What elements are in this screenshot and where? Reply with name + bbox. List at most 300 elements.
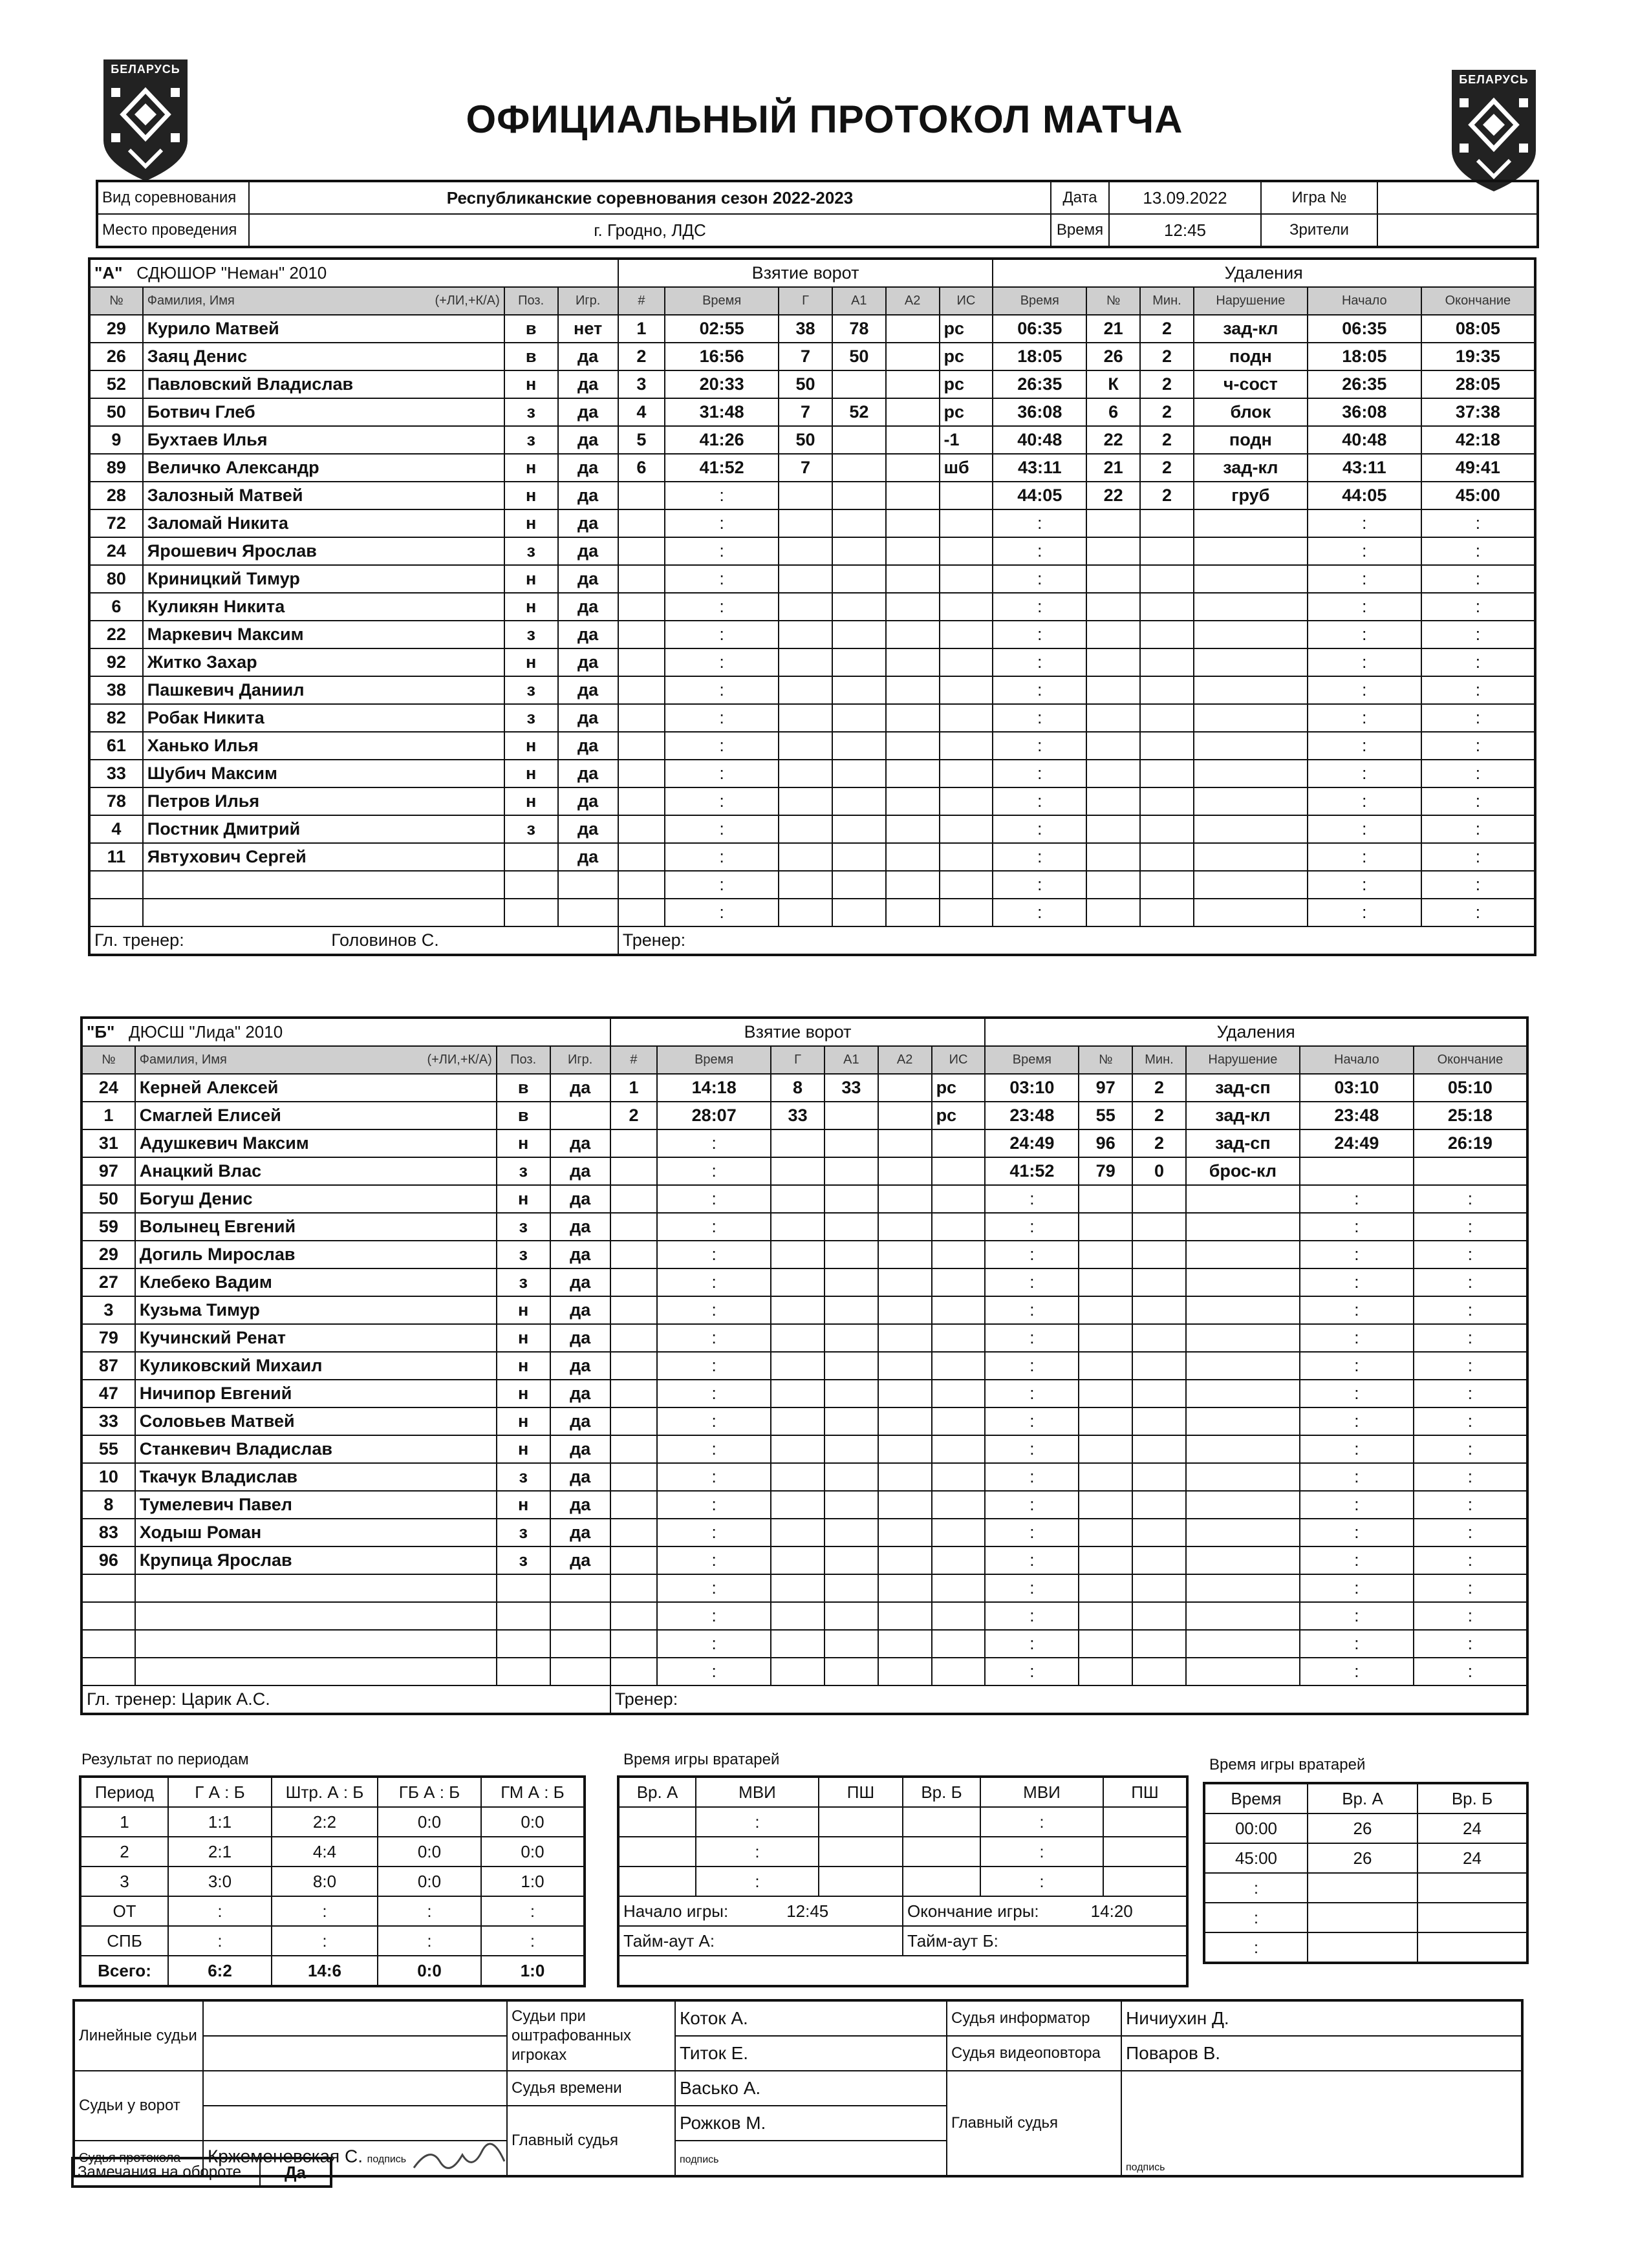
penalty-start-empty: : bbox=[1300, 1491, 1414, 1519]
player-name: Ярошевич Ярослав bbox=[143, 537, 504, 565]
penalty-end: 42:18 bbox=[1421, 426, 1535, 454]
goalie-row bbox=[618, 1837, 1187, 1867]
penalty-minutes-empty bbox=[1140, 843, 1194, 871]
goal-assist-2 bbox=[878, 1102, 932, 1129]
player-name: Ткачук Владислав bbox=[135, 1463, 497, 1491]
goal-assist-2 bbox=[886, 398, 940, 426]
period-cell: 0:0 bbox=[378, 1807, 481, 1837]
player-name: Богуш Денис bbox=[135, 1185, 497, 1213]
goalie2-row bbox=[1204, 1932, 1527, 1963]
goal-assist-2-empty bbox=[886, 565, 940, 593]
penalty-time-empty: : bbox=[985, 1435, 1079, 1463]
player-played: да bbox=[550, 1213, 610, 1241]
goal-judge-1 bbox=[203, 2071, 507, 2106]
penalty-time: 26:35 bbox=[993, 370, 1086, 398]
goal-assist-2-empty bbox=[886, 648, 940, 676]
penalty-time: 23:48 bbox=[985, 1102, 1079, 1129]
penalty-time: 18:05 bbox=[993, 343, 1086, 370]
goal-time-empty: : bbox=[657, 1491, 771, 1519]
penalty-infraction: груб bbox=[1194, 482, 1308, 509]
goal-time-empty: : bbox=[657, 1546, 771, 1574]
col-pos-header: Поз. bbox=[497, 1046, 550, 1074]
goal-assist-2-empty bbox=[886, 593, 940, 621]
penalty-time: 41:52 bbox=[985, 1157, 1079, 1185]
player-number: 50 bbox=[81, 1185, 135, 1213]
goalie2-cell: 24 bbox=[1417, 1843, 1527, 1873]
goalie2-header: Время bbox=[1204, 1783, 1308, 1813]
goal-index-empty bbox=[610, 1463, 657, 1491]
player-position: з bbox=[504, 621, 558, 648]
penalty-minutes: 2 bbox=[1140, 454, 1194, 482]
penalty-minutes-empty bbox=[1132, 1407, 1186, 1435]
penalty-player: 96 bbox=[1079, 1129, 1132, 1157]
goal-situation-empty bbox=[932, 1352, 986, 1380]
goal-scorer: 33 bbox=[771, 1102, 824, 1129]
goal-situation-empty bbox=[940, 537, 993, 565]
goal-index-empty bbox=[610, 1658, 657, 1685]
penalty-player: 22 bbox=[1086, 482, 1140, 509]
player-number: 27 bbox=[81, 1268, 135, 1296]
goal-time: 41:52 bbox=[665, 454, 779, 482]
player-row bbox=[89, 343, 1535, 370]
goal-situation-empty bbox=[932, 1463, 986, 1491]
goal-assist-1-empty bbox=[824, 1213, 878, 1241]
goalie-time-title-2: Время игры вратарей bbox=[1209, 1756, 1366, 1773]
goal-assist-2-empty bbox=[878, 1380, 932, 1407]
team-a-coach: Головинов С. bbox=[331, 930, 439, 950]
player-played: да bbox=[550, 1185, 610, 1213]
col-penalty-num-header: № bbox=[1079, 1046, 1132, 1074]
penalty-start-empty: : bbox=[1308, 593, 1421, 621]
goal-assist-2-empty bbox=[878, 1185, 932, 1213]
signature-label: подпись bbox=[1126, 2162, 1165, 2173]
col-penalty-time-header: Время bbox=[993, 287, 1086, 315]
penalty-player-empty bbox=[1079, 1185, 1132, 1213]
player-row bbox=[89, 509, 1535, 537]
penalty-infraction-empty bbox=[1194, 899, 1308, 926]
penalty-time-empty: : bbox=[985, 1658, 1079, 1685]
goal-assist-2 bbox=[886, 370, 940, 398]
goal-assist-2-empty bbox=[878, 1491, 932, 1519]
goal-situation: -1 bbox=[940, 426, 993, 454]
goal-index: 3 bbox=[618, 370, 665, 398]
player-position: н bbox=[504, 648, 558, 676]
penalty-minutes-empty bbox=[1132, 1491, 1186, 1519]
goal-scorer-empty bbox=[771, 1296, 824, 1324]
goal-scorer-empty bbox=[771, 1129, 824, 1157]
player-name: Куликовский Михаил bbox=[135, 1352, 497, 1380]
penalty-end: 19:35 bbox=[1421, 343, 1535, 370]
period-cell: 0:0 bbox=[481, 1807, 585, 1837]
goal-assist-2-empty bbox=[878, 1435, 932, 1463]
goal-index-empty bbox=[618, 871, 665, 899]
team-a-title bbox=[89, 259, 618, 287]
team-a-coach-row bbox=[89, 926, 618, 955]
goalie-row bbox=[618, 1867, 1187, 1896]
penalty-minutes-empty bbox=[1140, 509, 1194, 537]
player-played: да bbox=[550, 1407, 610, 1435]
period-cell: 2 bbox=[80, 1837, 168, 1867]
goal-assist-2-empty bbox=[878, 1241, 932, 1268]
penalty-time-empty: : bbox=[985, 1324, 1079, 1352]
penalty-end-empty: : bbox=[1421, 760, 1535, 787]
goal-scorer-empty bbox=[771, 1213, 824, 1241]
player-row bbox=[81, 1407, 1527, 1435]
player-position: з bbox=[504, 537, 558, 565]
goal-assist-1 bbox=[824, 1102, 878, 1129]
goal-assist-1: 78 bbox=[832, 315, 886, 343]
goal-scorer-empty bbox=[779, 509, 832, 537]
goal-assist-1-empty bbox=[832, 704, 886, 732]
player-number bbox=[81, 1630, 135, 1658]
col-assist1-header: А1 bbox=[824, 1046, 878, 1074]
col-situation-header: ИС bbox=[940, 287, 993, 315]
col-situation-header: ИС bbox=[932, 1046, 986, 1074]
player-played: да bbox=[550, 1352, 610, 1380]
player-position: н bbox=[504, 482, 558, 509]
penalty-end-empty: : bbox=[1421, 565, 1535, 593]
goal-scorer-empty bbox=[771, 1546, 824, 1574]
penalty-time-empty: : bbox=[993, 676, 1086, 704]
penalty-time-empty: : bbox=[985, 1296, 1079, 1324]
penalty-start: 43:11 bbox=[1308, 454, 1421, 482]
penalty-time-empty: : bbox=[985, 1352, 1079, 1380]
player-name: Петров Илья bbox=[143, 787, 504, 815]
penalty-player-empty bbox=[1086, 732, 1140, 760]
goal-index: 5 bbox=[618, 426, 665, 454]
player-row bbox=[89, 899, 1535, 926]
player-name: Куликян Никита bbox=[143, 593, 504, 621]
goal-time: 41:26 bbox=[665, 426, 779, 454]
timeout-a: Тайм-аут А: bbox=[618, 1926, 903, 1956]
goal-scorer-empty bbox=[771, 1463, 824, 1491]
penalty-start: 23:48 bbox=[1300, 1102, 1414, 1129]
player-name: Постник Дмитрий bbox=[143, 815, 504, 843]
goal-assist-1-empty bbox=[832, 565, 886, 593]
goal-assist-1-empty bbox=[832, 843, 886, 871]
col-assist1-header: А1 bbox=[832, 287, 886, 315]
player-position: н bbox=[497, 1407, 550, 1435]
goal-time-empty: : bbox=[657, 1463, 771, 1491]
col-goal-scorer-header: Г bbox=[779, 287, 832, 315]
results-header: Период bbox=[80, 1777, 168, 1807]
goal-index-empty bbox=[610, 1213, 657, 1241]
period-cell: 1:0 bbox=[481, 1956, 585, 1986]
goalie-cell bbox=[819, 1867, 903, 1896]
penalty-minutes: 2 bbox=[1132, 1129, 1186, 1157]
goal-scorer: 50 bbox=[779, 370, 832, 398]
col-penalty-start-header: Начало bbox=[1300, 1046, 1414, 1074]
period-row bbox=[80, 1807, 585, 1837]
goal-assist-1-empty bbox=[832, 676, 886, 704]
player-played: да bbox=[550, 1380, 610, 1407]
competition-label: Вид соревнования bbox=[97, 181, 249, 214]
penalty-start-empty: : bbox=[1308, 509, 1421, 537]
goal-index: 1 bbox=[610, 1074, 657, 1102]
player-position: н bbox=[504, 732, 558, 760]
period-cell: 4:4 bbox=[272, 1837, 378, 1867]
goalie2-row bbox=[1204, 1813, 1527, 1843]
goal-situation: рс bbox=[940, 343, 993, 370]
goal-situation-empty bbox=[932, 1519, 986, 1546]
goal-index-empty bbox=[618, 899, 665, 926]
period-cell: 3 bbox=[80, 1867, 168, 1896]
goal-time: 02:55 bbox=[665, 315, 779, 343]
goal-scorer-empty bbox=[771, 1491, 824, 1519]
goal-scorer-empty bbox=[771, 1324, 824, 1352]
goal-index-empty bbox=[618, 676, 665, 704]
goal-scorer-empty bbox=[771, 1380, 824, 1407]
penalty-start-empty: : bbox=[1300, 1463, 1414, 1491]
period-row bbox=[80, 1926, 585, 1956]
date-value: 13.09.2022 bbox=[1109, 181, 1261, 214]
goal-scorer-empty bbox=[771, 1574, 824, 1602]
goal-assist-2-empty bbox=[886, 815, 940, 843]
penalty-time: 40:48 bbox=[993, 426, 1086, 454]
goalie-cell bbox=[1103, 1807, 1187, 1837]
penalty-start-empty: : bbox=[1300, 1435, 1414, 1463]
player-row bbox=[81, 1658, 1527, 1685]
penalty-minutes-empty bbox=[1140, 565, 1194, 593]
goal-time-empty: : bbox=[665, 899, 779, 926]
player-number: 24 bbox=[81, 1074, 135, 1102]
player-position: н bbox=[504, 565, 558, 593]
penalty-infraction-empty bbox=[1186, 1213, 1300, 1241]
goal-scorer-empty bbox=[779, 815, 832, 843]
player-position: з bbox=[497, 1519, 550, 1546]
linesman-2 bbox=[203, 2036, 507, 2071]
player-position bbox=[504, 843, 558, 871]
penalty-minutes-empty bbox=[1140, 732, 1194, 760]
player-row bbox=[89, 398, 1535, 426]
goal-index-empty bbox=[618, 815, 665, 843]
goalie-time-table bbox=[617, 1775, 1189, 1987]
penalty-end-empty: : bbox=[1421, 732, 1535, 760]
player-row bbox=[81, 1157, 1527, 1185]
penalty-judge-2: Титок Е. bbox=[675, 2036, 947, 2071]
penalty-end-empty: : bbox=[1414, 1352, 1527, 1380]
player-position: н bbox=[497, 1491, 550, 1519]
penalty-player-empty bbox=[1086, 871, 1140, 899]
goal-scorer-empty bbox=[779, 537, 832, 565]
player-row bbox=[81, 1268, 1527, 1296]
player-position: з bbox=[504, 676, 558, 704]
goal-scorer: 50 bbox=[779, 426, 832, 454]
goals-title: Взятие ворот bbox=[618, 259, 993, 287]
player-name: Соловьев Матвей bbox=[135, 1407, 497, 1435]
player-name: Пашкевич Даниил bbox=[143, 676, 504, 704]
goal-assist-2 bbox=[886, 426, 940, 454]
goal-assist-1-empty bbox=[824, 1407, 878, 1435]
player-position bbox=[497, 1658, 550, 1685]
remarks-label: Замечания на обороте bbox=[72, 2158, 260, 2187]
penalty-end-empty: : bbox=[1414, 1546, 1527, 1574]
goalie2-cell-empty bbox=[1308, 1873, 1417, 1903]
penalty-infraction-empty bbox=[1194, 787, 1308, 815]
goal-assist-2-empty bbox=[886, 843, 940, 871]
goal-time-empty: : bbox=[665, 648, 779, 676]
goal-time-empty: : bbox=[665, 593, 779, 621]
player-name: Клебеко Вадим bbox=[135, 1268, 497, 1296]
player-played: да bbox=[550, 1296, 610, 1324]
player-name: Павловский Владислав bbox=[143, 370, 504, 398]
player-position: н bbox=[504, 509, 558, 537]
goalie-header: Вр. А bbox=[618, 1777, 696, 1807]
player-number: 52 bbox=[89, 370, 143, 398]
player-row bbox=[89, 704, 1535, 732]
player-row bbox=[89, 648, 1535, 676]
player-name: Шубич Максим bbox=[143, 760, 504, 787]
penalty-end-empty: : bbox=[1414, 1519, 1527, 1546]
penalty-time-empty: : bbox=[985, 1185, 1079, 1213]
penalty-start-empty: : bbox=[1300, 1602, 1414, 1630]
player-row bbox=[81, 1380, 1527, 1407]
player-played: да bbox=[558, 621, 618, 648]
goalie2-cell-empty bbox=[1308, 1903, 1417, 1932]
player-name bbox=[135, 1630, 497, 1658]
player-row bbox=[89, 565, 1535, 593]
penalty-minutes-empty bbox=[1132, 1658, 1186, 1685]
period-cell: : bbox=[481, 1896, 585, 1926]
penalty-end-empty: : bbox=[1414, 1491, 1527, 1519]
goalie-cell bbox=[819, 1837, 903, 1867]
video-judge: Поваров В. bbox=[1121, 2036, 1522, 2071]
col-name-header: Фамилия, Имя (+ЛИ,+К/А) bbox=[143, 287, 504, 315]
goal-assist-2-empty bbox=[886, 899, 940, 926]
penalty-time-empty: : bbox=[993, 815, 1086, 843]
penalty-minutes: 2 bbox=[1140, 370, 1194, 398]
player-name: Анацкий Влас bbox=[135, 1157, 497, 1185]
player-position: н bbox=[504, 370, 558, 398]
col-penalty-min-header: Мин. bbox=[1140, 287, 1194, 315]
goal-assist-1-empty bbox=[824, 1352, 878, 1380]
penalty-end: 08:05 bbox=[1421, 315, 1535, 343]
goal-index-empty bbox=[618, 593, 665, 621]
time-label: Время bbox=[1051, 214, 1109, 247]
goal-assist-2-empty bbox=[878, 1213, 932, 1241]
penalty-player-empty bbox=[1086, 676, 1140, 704]
player-played: да bbox=[558, 815, 618, 843]
penalty-time-empty: : bbox=[985, 1630, 1079, 1658]
game-start-cell bbox=[618, 1896, 903, 1926]
player-position bbox=[504, 899, 558, 926]
player-position: н bbox=[504, 454, 558, 482]
goal-time: 14:18 bbox=[657, 1074, 771, 1102]
goalie2-row bbox=[1204, 1843, 1527, 1873]
goal-assist-1-empty bbox=[824, 1185, 878, 1213]
penalty-minutes-empty bbox=[1132, 1324, 1186, 1352]
player-row bbox=[81, 1352, 1527, 1380]
coach-label: Гл. тренер: bbox=[94, 930, 184, 950]
penalty-end-empty: : bbox=[1414, 1630, 1527, 1658]
goal-scorer-empty bbox=[771, 1435, 824, 1463]
penalty-minutes-empty bbox=[1132, 1435, 1186, 1463]
goal-situation-empty bbox=[932, 1185, 986, 1213]
goal-assist-1-empty bbox=[824, 1296, 878, 1324]
player-row bbox=[89, 760, 1535, 787]
penalty-end: 28:05 bbox=[1421, 370, 1535, 398]
penalty-infraction-empty bbox=[1194, 537, 1308, 565]
player-name bbox=[143, 871, 504, 899]
player-name: Ходыш Роман bbox=[135, 1519, 497, 1546]
goal-time-empty: : bbox=[657, 1241, 771, 1268]
penalty-player-empty bbox=[1079, 1268, 1132, 1296]
penalty-player-empty bbox=[1086, 815, 1140, 843]
goalie2-cell: 26 bbox=[1308, 1813, 1417, 1843]
penalty-player-empty bbox=[1079, 1407, 1132, 1435]
penalty-start-empty: : bbox=[1308, 565, 1421, 593]
penalty-infraction-empty bbox=[1186, 1352, 1300, 1380]
goal-situation-empty bbox=[932, 1574, 986, 1602]
goal-assist-1: 33 bbox=[824, 1074, 878, 1102]
player-position: з bbox=[497, 1241, 550, 1268]
penalty-start-empty: : bbox=[1308, 648, 1421, 676]
player-position: н bbox=[497, 1435, 550, 1463]
penalty-player-empty bbox=[1086, 565, 1140, 593]
goal-scorer: 7 bbox=[779, 343, 832, 370]
player-played: да bbox=[550, 1268, 610, 1296]
goal-situation-empty bbox=[932, 1324, 986, 1352]
player-row bbox=[89, 676, 1535, 704]
penalty-player: 55 bbox=[1079, 1102, 1132, 1129]
col-played-header: Игр. bbox=[550, 1046, 610, 1074]
player-name: Житко Захар bbox=[143, 648, 504, 676]
penalty-time-empty: : bbox=[993, 509, 1086, 537]
penalty-infraction-empty bbox=[1194, 843, 1308, 871]
penalty-infraction-empty bbox=[1194, 732, 1308, 760]
penalty-start-empty: : bbox=[1308, 704, 1421, 732]
player-number: 47 bbox=[81, 1380, 135, 1407]
player-name bbox=[143, 899, 504, 926]
player-number: 59 bbox=[81, 1213, 135, 1241]
player-name: Смаглей Елисей bbox=[135, 1102, 497, 1129]
goal-situation-empty bbox=[932, 1491, 986, 1519]
team-a-trainer-row: Тренер: bbox=[618, 926, 1535, 955]
goal-assist-1: 50 bbox=[832, 343, 886, 370]
goal-assist-1-empty bbox=[824, 1602, 878, 1630]
blank-cell bbox=[618, 1956, 1187, 1986]
goal-assist-1-empty bbox=[832, 732, 886, 760]
penalty-infraction: зад-сп bbox=[1186, 1074, 1300, 1102]
player-row bbox=[81, 1129, 1527, 1157]
player-row bbox=[81, 1435, 1527, 1463]
goal-assist-2-empty bbox=[886, 871, 940, 899]
goal-situation-empty bbox=[932, 1157, 986, 1185]
player-row bbox=[81, 1241, 1527, 1268]
goal-scorer-empty bbox=[779, 732, 832, 760]
penalty-end-empty: : bbox=[1414, 1380, 1527, 1407]
goal-assist-2-empty bbox=[878, 1463, 932, 1491]
goal-situation-empty bbox=[940, 621, 993, 648]
penalty-end-empty: : bbox=[1421, 704, 1535, 732]
goal-situation-empty bbox=[932, 1213, 986, 1241]
penalty-infraction-empty bbox=[1186, 1241, 1300, 1268]
goal-scorer-empty bbox=[771, 1157, 824, 1185]
team-b-name: ДЮСШ "Лида" 2010 bbox=[129, 1022, 283, 1042]
goal-assist-2-empty bbox=[878, 1658, 932, 1685]
penalty-time: 24:49 bbox=[985, 1129, 1079, 1157]
player-number: 79 bbox=[81, 1324, 135, 1352]
penalty-minutes: 2 bbox=[1132, 1102, 1186, 1129]
player-row bbox=[81, 1546, 1527, 1574]
penalty-minutes-empty bbox=[1132, 1574, 1186, 1602]
penalty-infraction-empty bbox=[1186, 1380, 1300, 1407]
penalty-minutes: 2 bbox=[1140, 426, 1194, 454]
goal-assist-1-empty bbox=[832, 621, 886, 648]
goal-assist-1-empty bbox=[832, 509, 886, 537]
goalie-header: ПШ bbox=[819, 1777, 903, 1807]
goal-time-empty: : bbox=[657, 1407, 771, 1435]
